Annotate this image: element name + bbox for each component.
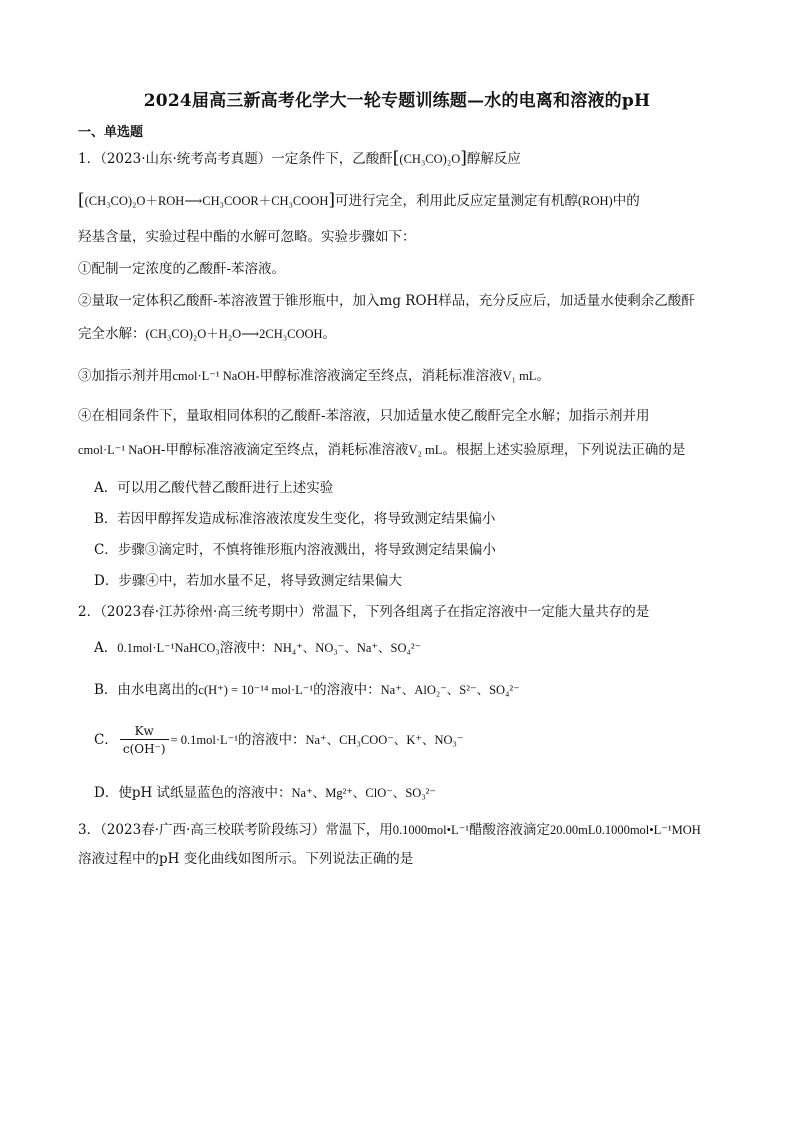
fraction-denominator: c(OH⁻) [122,742,166,756]
q2-option-c-value: = 0.1mol·L⁻¹ [170,733,238,747]
q1-step-1: ①配制一定浓度的乙酸酐-苯溶液。 [78,261,286,277]
q2-option-b [94,680,520,700]
q1-hydrolysis-equation: (CH₃CO)₂O＋H₂O⟶2CH₃COOH [145,327,323,341]
q1-step-2-cont [78,324,336,344]
q1-step-4-volume: V₂ mL [408,443,443,457]
q2-option-b-ions: Na⁺、AlO₂⁻、S²⁻、SO₄²⁻ [380,683,520,697]
q2-option-b-text-2: 的溶液中： [313,682,381,698]
bracket-right: ] [460,148,467,168]
bracket-right: ] [328,190,335,210]
q2-option-d-text: D．使pH 试纸显蓝色的溶液中： [94,785,292,801]
fraction-numerator: Kw [120,723,169,740]
q1-line-2 [78,190,640,211]
q1-step-3 [78,366,550,386]
q1-step-2: ②量取一定体积乙酸酐-苯溶液置于锥形瓶中，加入mg ROH样品，充分反应后，加适量水使剩余乙酸酐 [78,293,695,309]
q1-line-3: 羟基含量，实验过程中酯的水解可忽略。实验步骤如下： [78,229,416,245]
q1-step-4-text: -甲醇标准溶液滴定至终点，消耗标准溶液 [160,442,409,458]
q1-step-3-end: 。 [536,368,550,384]
q2-stem: 2．（2023春·江苏徐州·高三统考期中）常温下，下列各组离子在指定溶液中一定能大量共存的是 [78,604,650,620]
q1-step-3-volume: V₁ mL [502,369,537,383]
q1-step-4: ④在相同条件下，量取相同体积的乙酸酐-苯溶液，只加适量水使乙酸酐完全水解；加指示剂并用 [78,408,650,424]
q1-step-4-cont [78,440,685,460]
bracket-left: [ [392,148,400,168]
q2-option-a-solution: 0.1mol·L⁻¹NaHCO₃ [117,641,220,655]
q1-stem-text: 1．（2023·山东·统考高考真题）一定条件下，乙酸酐 [78,151,393,167]
q2-option-a-label: A． [94,640,118,656]
page-title: 2024届高三新高考化学大一轮专题训练题—水的电离和溶液的pH [143,91,651,111]
section-heading: 一、单选题 [78,125,144,140]
q2-option-c-label: C． [94,732,118,748]
q1-option-a: A．可以用乙酸代替乙酸酐进行上述实验 [94,480,334,496]
q3-line-2: 溶液过程中的pH 变化曲线如图所示。下列说法正确的是 [78,851,414,867]
q2-option-c-fraction [120,723,169,758]
q1-reaction-equation: (CH₃CO)₂O＋ROH⟶CH₃COOR＋CH₃COOH [84,194,329,208]
q2-option-d-ions: Na⁺、Mg²⁺、ClO⁻、SO₃²⁻ [291,786,437,800]
q2-option-c-text: 的溶液中： [237,732,306,748]
bracket-left: [ [78,190,85,210]
q2-option-c [94,722,464,758]
q2-option-a-ions: NH₄⁺、NO₃⁻、Na⁺、SO₄²⁻ [273,641,422,655]
q2-option-b-text: B．由水电离出的 [94,682,199,698]
q3-acid-concentration: 0.1000mol•L⁻¹ [392,823,469,837]
q1-option-c: C．步骤③滴定时，不慎将锥形瓶内溶液溅出，将导致测定结果偏小 [94,542,496,558]
q1-stem-text-3: 可进行完全，利用此反应定量测定有机醇 [334,193,578,209]
q2-option-a-text: 溶液中： [219,640,274,656]
q1-step-4-reagent: cmol·L⁻¹ NaOH [78,443,161,457]
q3-stem-text: 3．（2023春·广西·高三校联考阶段练习）常温下，用 [78,822,393,838]
q1-line-1 [78,148,521,169]
q1-step-3-text-2: 甲醇标准溶液滴定至终点，消耗标准溶液 [259,368,503,384]
q1-step-3-text: ③加指示剂并用 [78,368,173,384]
q2-option-b-condition: c(H⁺) = 10⁻¹⁴ mol·L⁻¹ [198,683,314,697]
q1-step-3-reagent: cmol·L⁻¹ NaOH- [172,369,260,383]
q1-step-2-text: 完全水解： [78,326,146,342]
q1-stem-text-4: 中的 [612,193,640,209]
q1-step-4-text-2: 。根据上述实验原理，下列说法正确的是 [442,442,686,458]
q1-option-d: D．步骤④中，若加水量不足，将导致测定结果偏大 [94,573,402,589]
q3-stem-text-2: 醋酸溶液滴定 [468,822,550,838]
q1-stem-text-2: 醇解反应 [466,151,521,167]
q1-option-b: B．若因甲醇挥发造成标准溶液浓度发生变化，将导致测定结果偏小 [94,511,496,527]
q1-formula-anhydride: (CH₃CO)₂O [399,152,461,166]
q2-option-d [94,783,436,803]
q2-option-c-ions: Na⁺、CH₃COO⁻、K⁺、NO₃⁻ [305,733,464,747]
q3-line-1 [78,820,701,840]
q2-option-a [94,638,421,658]
q3-base-volume: 20.00mL0.1000mol•L⁻¹MOH [549,823,701,837]
q1-formula-roh: (ROH) [577,194,613,208]
q1-step-2-end: 。 [322,326,337,342]
